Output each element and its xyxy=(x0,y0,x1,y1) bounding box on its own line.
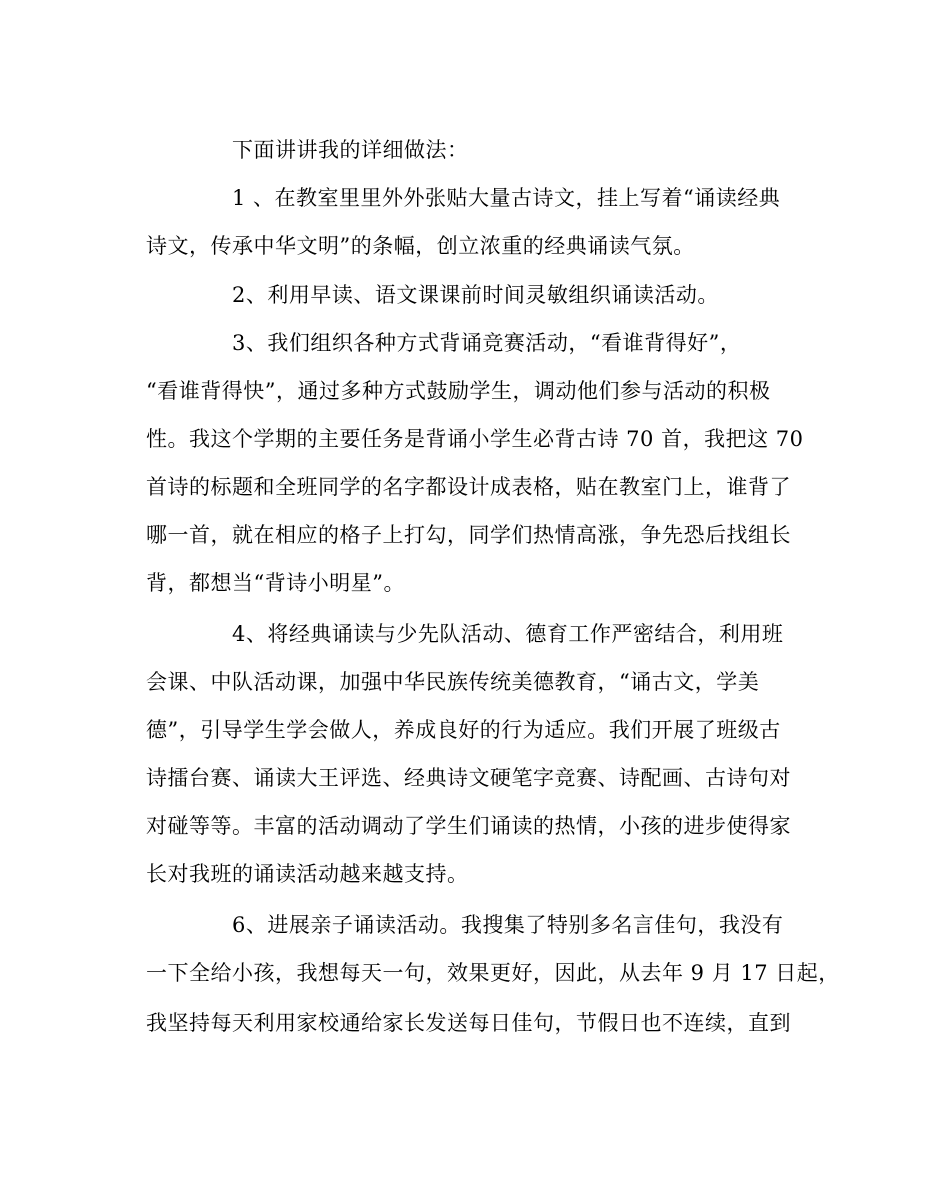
paragraph-intro-line: 下面讲讲我的详细做法： xyxy=(232,138,469,162)
item-3-line-6: 背，都想当“背诗小明星”。 xyxy=(146,571,405,595)
item-1-line-1: 1 、在教室里里外外张贴大量古诗文，挂上写着“诵读经典 xyxy=(232,186,781,210)
item-3-line-2: “看谁背得快”，通过多种方式鼓励学生，调动他们参与活动的积极 xyxy=(146,379,771,403)
item-6-line-2: 一下全给小孩，我想每天一句，效果更好，因此，从去年 9 月 17 日起， xyxy=(146,961,840,985)
item-4-line-6: 长对我班的诵读活动越来越支持。 xyxy=(146,862,469,886)
item-2-line-1: 2、利用早读、语文课课前时间灵敏组织诵读活动。 xyxy=(232,283,719,307)
item-6-line-3: 我坚持每天利用家校通给家长发送每日佳句，节假日也不连续，直到 xyxy=(146,1011,791,1035)
item-4-line-2: 会课、中队活动课，加强中华民族传统美德教育，“诵古文，学美 xyxy=(146,670,760,694)
item-4-line-5: 对碰等等。丰富的活动调动了学生们诵读的热情，小孩的进步使得家 xyxy=(146,814,791,838)
item-4-line-3: 德”，引导学生学会做人，养成良好的行为适应。我们开展了班级古 xyxy=(146,718,781,742)
item-3-line-1: 3、我们组织各种方式背诵竞赛活动，“看谁背得好”， xyxy=(232,331,742,355)
item-3-line-5: 哪一首，就在相应的格子上打勾，同学们热情高涨，争先恐后找组长 xyxy=(146,523,791,547)
item-4-line-4: 诗擂台赛、诵读大王评选、经典诗文硬笔字竞赛、诗配画、古诗句对 xyxy=(146,766,791,790)
item-4-line-1: 4、将经典诵读与少先队活动、德育工作严密结合，利用班 xyxy=(232,622,784,646)
item-6-line-1: 6、进展亲子诵读活动。我搜集了特别多名言佳句，我没有 xyxy=(232,913,784,937)
item-3-line-4: 首诗的标题和全班同学的名字都设计成表格，贴在教室门上，谁背了 xyxy=(146,475,791,499)
item-1-line-2: 诗文，传承中华文明”的条幅，创立浓重的经典诵读气氛。 xyxy=(146,234,695,258)
item-3-line-3: 性。我这个学期的主要任务是背诵小学生必背古诗 70 首，我把这 70 xyxy=(146,427,804,451)
